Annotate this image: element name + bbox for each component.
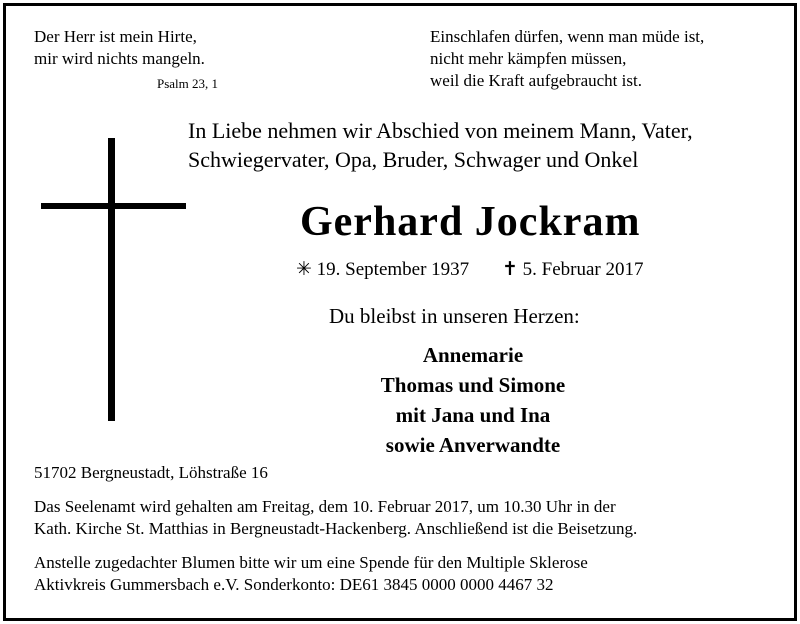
verse-right-line-2: nicht mehr kämpfen müssen, [430, 49, 627, 68]
verse-left-line-1: Der Herr ist mein Hirte, [34, 27, 197, 46]
mourner: Thomas und Simone [380, 373, 566, 397]
intro-line-2: Schwiegervater, Opa, Bruder, Schwager und Onkel [188, 147, 639, 172]
mourners-list [313, 340, 633, 460]
birth-date: 19. September 1937 [316, 259, 470, 280]
death-date: 5. Februar 2017 [522, 259, 644, 280]
verse-left-line-2: mir wird nichts mangeln. [34, 49, 205, 68]
mourner: sowie Anverwandte [385, 433, 561, 457]
donation-line-1: Anstelle zugedachter Blumen bitte wir um eine Spende für den Multiple Sklerose [34, 553, 588, 572]
verse-right-line-1: Einschlafen dürfen, wenn man müde ist, [430, 27, 705, 46]
death-cross-icon: ✝ [502, 259, 518, 280]
verse-source: Psalm 23, 1 [157, 76, 219, 91]
motto: Du bleibst in unseren Herzen: [329, 304, 580, 328]
death-date-line [502, 258, 644, 281]
donation-line-2: Aktivkreis Gummersbach e.V. Sonderkonto: DE61 3845 0000 0000 4467 32 [34, 575, 554, 594]
birth-star-icon: ✳ [296, 259, 312, 280]
address: 51702 Bergneustadt, Löhstraße 16 [34, 463, 268, 482]
service-line-2: Kath. Kirche St. Matthias in Bergneustadt-Hackenberg. Anschließend ist die Beisetzung. [34, 519, 638, 538]
mourner: mit Jana und Ina [395, 403, 551, 427]
service-line-1: Das Seelenamt wird gehalten am Freitag, dem 10. Februar 2017, um 10.30 Uhr in der [34, 497, 616, 516]
verse-right-line-3: weil die Kraft aufgebraucht ist. [430, 71, 642, 90]
intro-line-1: In Liebe nehmen wir Abschied von meinem Mann, Vater, [188, 118, 693, 143]
mourner: Annemarie [422, 343, 524, 367]
birth-date-line [296, 258, 469, 281]
deceased-name: Gerhard Jockram [300, 199, 641, 245]
